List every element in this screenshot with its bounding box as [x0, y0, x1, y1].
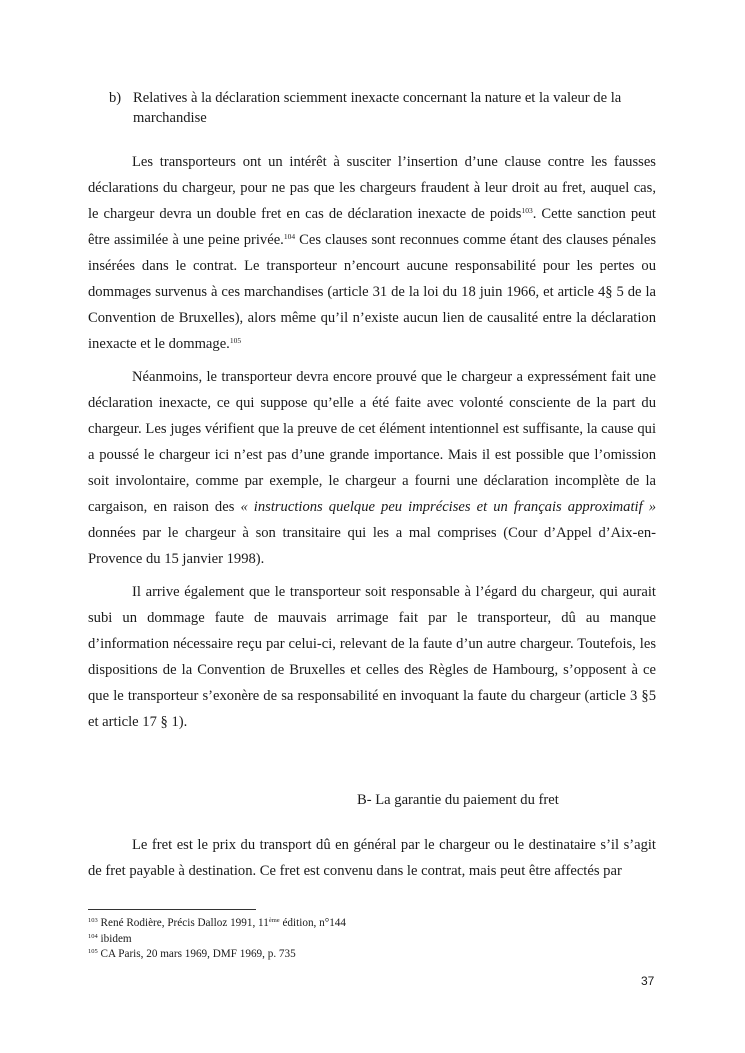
- footnote-text: édition, n°144: [279, 917, 346, 929]
- footnote-number: 105: [88, 948, 98, 955]
- subsection-heading-b: [109, 88, 659, 128]
- paragraph-1: [88, 149, 656, 357]
- subsection-title: Relatives à la déclaration sciemment inexacte concernant la nature et la valeur de la marchandise: [133, 90, 622, 126]
- footnote-text: ibidem: [97, 932, 132, 945]
- paragraph-1-text-a: Les transporteurs ont un intérêt à susciter l’insertion d’une clause contre les fausses déclarations du chargeur, pour ne pas que les chargeurs fraudent à leur droit au fret, auquel cas, le chargeur devra un double fret en cas de déclaration inexacte de poids: [88, 154, 656, 222]
- footnote-ref-105: 105: [229, 336, 242, 345]
- footnote-separator: [88, 909, 256, 910]
- footnote-105: [88, 947, 346, 963]
- footnote-number: 103: [88, 917, 98, 924]
- footnote-ref-103: 103: [521, 206, 533, 215]
- footnote-103: [88, 916, 346, 932]
- page-number: 37: [641, 974, 655, 988]
- footnote-number: 104: [88, 932, 98, 940]
- paragraph-2-quote: « instructions quelque peu imprécises et un français approximatif »: [240, 499, 656, 515]
- footnote-text: CA Paris, 20 mars 1969, DMF 1969, p. 735: [97, 948, 296, 960]
- paragraph-2: [88, 364, 656, 572]
- paragraph-1-text-c: Ces clauses sont reconnues comme étant des clauses pénales insérées dans le contrat. Le transporteur n’encourt aucune responsabilité pour les pertes ou dommages survenus à ces marchandises (article 31 de la loi du 18 juin 1966, et article 4§ 5 de la Convention de Bruxelles), alors même qu’il n’existe aucun lien de causalité entre la déclaration inexacte et le dommage.: [88, 232, 656, 352]
- paragraph-3: Il arrive également que le transporteur soit responsable à l’égard du chargeur, qui aurait subi un dommage faute de mauvais arrimage fait par le transporteur, dû au manque d’information nécessaire reçu par celui-ci, relevant de la faute d’un autre chargeur. Toutefois, les dispositions de la Convention de Bruxelles et celles des Règles de Hambourg, s’opposent à ce que le transporteur s’exonère de sa responsabilité en invoquant la faute du chargeur (article 3 §5 et article 17 § 1).: [88, 584, 656, 730]
- paragraph-1-text-b: . Cette sanction peut être assimilée à une peine privée.: [88, 206, 656, 248]
- footnote-text: René Rodière, Précis Dalloz 1991, 11: [97, 917, 269, 929]
- footnote-104: [88, 932, 346, 948]
- section-b-body: [88, 832, 656, 884]
- subsection-label: b): [109, 90, 122, 106]
- paragraph-2-text-b: données par le chargeur à son transitaire qui les a mal comprises (Cour d’Appel d’Aix-en-Provence du 15 janvier 1998).: [88, 525, 656, 567]
- body-text: [88, 149, 656, 742]
- footnotes: [88, 916, 346, 963]
- paragraph-2-text-a: Néanmoins, le transporteur devra encore prouvé que le chargeur a expressément fait une déclaration inexacte, ce qui suppose qu’elle a été faite avec volonté consciente de la part du chargeur. Les juges vérifient que la preuve de cet élément intentionnel est suffisante, la cause qui a poussé le chargeur ici n’est pas d’une grande importance. Mais il est possible que l’omission soit involontaire, comme par exemple, le chargeur a fourni une déclaration incomplète de la cargaison, en raison des: [88, 369, 656, 515]
- section-heading-b: B- La garantie du paiement du fret: [357, 792, 559, 808]
- section-b-paragraph-1: Le fret est le prix du transport dû en général par le chargeur ou le destinataire s’il s’agit de fret payable à destination. Ce fret est convenu dans le contrat, mais peut être affectés par: [88, 837, 656, 879]
- footnote-ref-104: 104: [283, 232, 296, 241]
- footnote-superscript: ème: [268, 917, 280, 924]
